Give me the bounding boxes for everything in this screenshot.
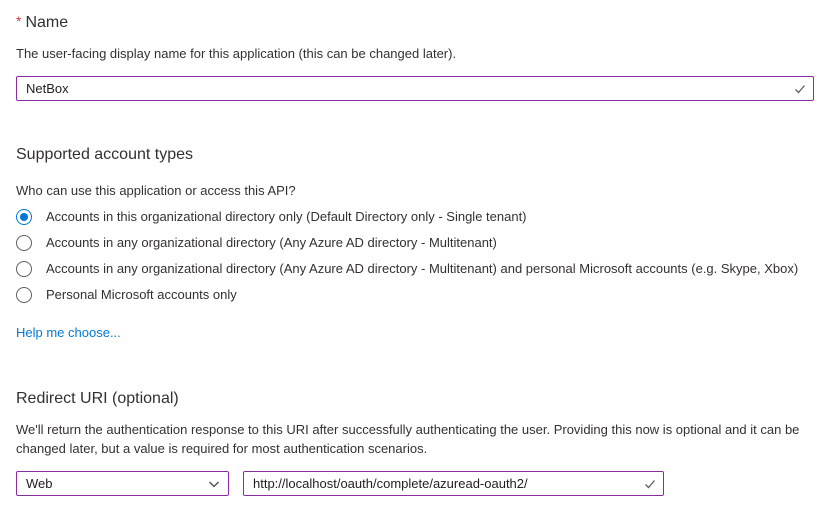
radio-option-multitenant-personal[interactable] (16, 256, 814, 282)
radio-option-personal-only[interactable] (16, 282, 814, 308)
platform-select-container (16, 471, 229, 496)
name-label-text: Name (25, 14, 69, 31)
radio-option-multitenant[interactable] (16, 230, 814, 256)
radio-button-icon[interactable] (16, 235, 32, 251)
redirect-uri-input[interactable] (243, 471, 664, 496)
radio-button-icon[interactable] (16, 261, 32, 277)
name-field-description: The user-facing display name for this application (this can be changed later). (16, 46, 457, 61)
radio-option-label: Accounts in any organizational directory (Any Azure AD directory - Multitenant) (46, 235, 497, 250)
help-me-choose-link[interactable]: Help me choose... (16, 325, 121, 340)
radio-option-label: Accounts in this organizational directory only (Default Directory only - Single tenant) (46, 209, 527, 224)
radio-button-icon[interactable] (16, 287, 32, 303)
account-types-question: Who can use this application or access this API? (16, 183, 296, 198)
radio-option-label: Accounts in any organizational directory (Any Azure AD directory - Multitenant) and personal Microsoft accounts (e.g. Skype, Xbox) (46, 261, 799, 276)
account-types-radio-group (16, 204, 814, 308)
supported-account-types-title: Supported account types (16, 146, 194, 163)
redirect-uri-input-container (243, 471, 664, 496)
radio-option-label: Personal Microsoft accounts only (46, 287, 237, 302)
platform-select[interactable]: Web (16, 471, 229, 496)
redirect-uri-title: Redirect URI (optional) (16, 390, 179, 407)
name-input[interactable] (16, 76, 814, 101)
radio-button-icon[interactable] (16, 209, 32, 225)
required-asterisk: * (16, 13, 22, 29)
redirect-uri-row (16, 471, 814, 496)
redirect-uri-description: We'll return the authentication response to this URI after successfully authenticating the user. Providing this now is optional and it can be changed later, but a value is required for most authentication scenarios. (16, 422, 800, 456)
radio-option-single-tenant[interactable] (16, 204, 814, 230)
name-input-container (16, 76, 814, 101)
name-field-label (16, 11, 814, 33)
